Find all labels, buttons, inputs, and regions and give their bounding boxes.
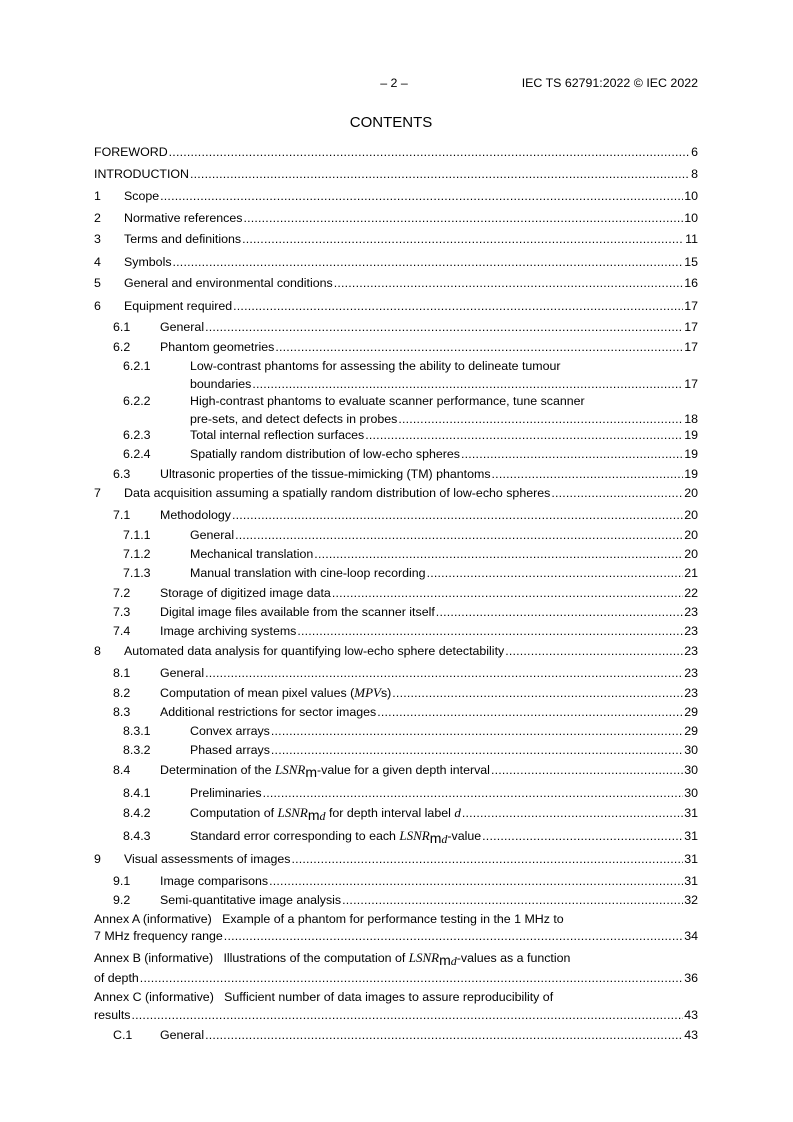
entry-title-text: Storage of digitized image data xyxy=(160,586,331,600)
entry-page-number[interactable]: 15 xyxy=(684,255,698,269)
entry-title-text: -value xyxy=(447,829,482,843)
dot-leader xyxy=(482,829,683,844)
entry-title-text: General and environmental conditions xyxy=(124,276,333,290)
dot-leader xyxy=(233,299,683,314)
entry-page-number[interactable]: 21 xyxy=(684,566,698,580)
toc-entry[interactable] xyxy=(94,852,698,867)
entry-page-number[interactable]: 17 xyxy=(684,377,698,391)
entry-page-number[interactable]: 19 xyxy=(684,467,698,481)
entry-page-number[interactable]: 23 xyxy=(684,666,698,680)
entry-title-text: LSNR xyxy=(275,762,306,777)
entry-title-text: results xyxy=(94,1008,131,1022)
dot-leader xyxy=(205,320,683,335)
entry-title-text: Digital image files available from the scanner itself xyxy=(160,605,435,619)
dot-leader xyxy=(275,340,683,355)
dot-leader xyxy=(269,874,683,889)
entry-page-number[interactable]: 17 xyxy=(684,320,698,334)
entry-number: 8.4.2 xyxy=(123,806,151,820)
entry-page-number[interactable]: 6 xyxy=(691,145,698,159)
dot-leader xyxy=(205,1028,683,1043)
entry-number: 7.3 xyxy=(113,605,131,619)
toc-entry[interactable] xyxy=(94,547,698,562)
toc-entry[interactable] xyxy=(94,189,698,204)
toc-entry[interactable] xyxy=(94,211,698,226)
entry-title-text: boundaries xyxy=(190,377,252,391)
entry-title-text: m xyxy=(307,807,320,823)
dot-leader xyxy=(462,806,683,821)
toc-entry[interactable] xyxy=(94,394,698,427)
dot-leader xyxy=(342,893,683,908)
entry-title-text: Standard error corresponding to each xyxy=(190,829,400,843)
dot-leader xyxy=(205,666,683,681)
entry-page-number[interactable]: 10 xyxy=(684,211,698,225)
dot-leader xyxy=(132,1008,684,1023)
entry-title-text: MPV xyxy=(354,685,381,700)
entry-title-text: Symbols xyxy=(124,255,172,269)
entry-page-number[interactable]: 31 xyxy=(684,829,698,843)
entry-title-text: Scope xyxy=(124,189,160,203)
entry-page-number[interactable]: 11 xyxy=(685,232,698,246)
entry-page-number[interactable]: 23 xyxy=(684,644,698,658)
entry-page-number[interactable]: 43 xyxy=(684,1028,698,1042)
entry-number: 2 xyxy=(94,211,101,225)
dot-leader xyxy=(252,377,683,392)
entry-number: 8.3.1 xyxy=(123,724,151,738)
entry-number: 1 xyxy=(94,189,101,203)
toc-entry[interactable] xyxy=(94,340,698,355)
entry-title-text: Annex C (informative) Sufficient number of data images to assure reproducibility of xyxy=(94,990,554,1004)
entry-title-text: -value for a given depth interval xyxy=(317,763,490,777)
entry-title-text: Preliminaries xyxy=(190,786,262,800)
entry-title-text: d xyxy=(319,809,326,823)
entry-page-number[interactable]: 23 xyxy=(684,624,698,638)
toc-entry[interactable] xyxy=(94,990,698,1023)
entry-number: 8.4.3 xyxy=(123,829,151,843)
dot-leader xyxy=(160,189,683,204)
entry-page-number[interactable]: 20 xyxy=(684,528,698,542)
entry-title-text: m xyxy=(305,764,318,780)
entry-number: 7.2 xyxy=(113,586,131,600)
toc-entry[interactable] xyxy=(94,705,698,720)
entry-title-text: Terms and definitions xyxy=(124,232,242,246)
entry-title-text: High-contrast phantoms to evaluate scanner performance, tune scanner xyxy=(190,394,585,408)
toc-entry[interactable] xyxy=(94,874,698,889)
dot-leader xyxy=(492,467,684,482)
entry-title-text: INTRODUCTION xyxy=(94,167,189,181)
entry-title-text: General xyxy=(160,1028,205,1042)
entry-number: 5 xyxy=(94,276,101,290)
toc-entry[interactable] xyxy=(94,467,698,482)
entry-page-number[interactable]: 29 xyxy=(684,705,698,719)
entry-page-number[interactable]: 31 xyxy=(684,874,698,888)
toc-entry[interactable] xyxy=(94,724,698,739)
dot-leader xyxy=(365,428,683,443)
entry-title-text: m xyxy=(429,830,442,846)
toc-entry[interactable] xyxy=(94,486,698,501)
entry-title-text: Automated data analysis for quantifying low-echo sphere detectability xyxy=(124,644,505,658)
entry-number: 6.3 xyxy=(113,467,131,481)
page-number: – 2 – xyxy=(380,76,408,90)
entry-title-text: Phased arrays xyxy=(190,743,270,757)
entry-number: 8.2 xyxy=(113,686,131,700)
entry-page-number[interactable]: 8 xyxy=(691,167,698,181)
entry-number: 7.1.2 xyxy=(123,547,151,561)
toc-entry[interactable] xyxy=(94,762,698,778)
entry-title-text: Ultrasonic properties of the tissue-mimicking (TM) phantoms xyxy=(160,467,491,481)
entry-number: 7.1 xyxy=(113,508,131,522)
dot-leader xyxy=(551,486,683,501)
entry-title-text: s) xyxy=(380,686,392,700)
entry-page-number[interactable]: 34 xyxy=(684,929,698,943)
entry-page-number[interactable]: 36 xyxy=(684,971,698,985)
entry-title-text: General xyxy=(160,666,205,680)
entry-title-text: Low-contrast phantoms for assessing the ability to delineate tumour xyxy=(190,359,561,373)
dot-leader xyxy=(332,586,683,601)
dot-leader xyxy=(242,232,684,247)
entry-title-text: -values as a function xyxy=(456,951,571,965)
toc-entry[interactable] xyxy=(94,508,698,523)
entry-title-text: of depth xyxy=(94,971,139,985)
entry-title-text: Visual assessments of images xyxy=(124,852,291,866)
toc-entry[interactable] xyxy=(94,566,698,581)
entry-number: 7.1.3 xyxy=(123,566,151,580)
entry-page-number[interactable]: 23 xyxy=(684,686,698,700)
dot-leader xyxy=(461,447,683,462)
entry-number: 9.1 xyxy=(113,874,131,888)
entry-title-text: m xyxy=(439,952,451,968)
toc-entry[interactable] xyxy=(94,586,698,601)
entry-title-text: Computation of xyxy=(190,806,278,820)
entry-title-text: Spatially random distribution of low-echo spheres xyxy=(190,447,460,461)
toc-entry[interactable] xyxy=(94,447,698,462)
entry-title-text: Data acquisition assuming a spatially random distribution of low-echo spheres xyxy=(124,486,551,500)
entry-page-number[interactable]: 16 xyxy=(684,276,698,290)
entry-page-number[interactable]: 43 xyxy=(684,1008,698,1022)
entry-title-text: Manual translation with cine-loop recording xyxy=(190,566,426,580)
entry-page-number[interactable]: 31 xyxy=(684,852,698,866)
dot-leader xyxy=(314,547,683,562)
entry-title-text: d xyxy=(441,832,448,846)
entry-page-number[interactable]: 19 xyxy=(684,428,698,442)
entry-page-number[interactable]: 32 xyxy=(684,893,698,907)
toc-entry[interactable] xyxy=(94,528,698,543)
dot-leader xyxy=(243,211,683,226)
entry-title-text: Computation of mean pixel values ( xyxy=(160,686,355,700)
toc-entry[interactable] xyxy=(94,786,698,801)
entry-title-text: Image comparisons xyxy=(160,874,269,888)
entry-number: 8.3.2 xyxy=(123,743,151,757)
entry-title-text: Annex B (informative) Illustrations of the computation of xyxy=(94,951,409,965)
entry-title-text: Normative references xyxy=(124,211,243,225)
toc-entry[interactable] xyxy=(94,644,698,659)
toc-entry[interactable] xyxy=(94,145,698,160)
entry-number: 9.2 xyxy=(113,893,131,907)
dot-leader xyxy=(169,145,690,160)
toc-entry[interactable] xyxy=(94,828,698,844)
dot-leader xyxy=(491,763,683,778)
entry-number: 6 xyxy=(94,299,101,313)
dot-leader xyxy=(436,605,683,620)
toc-entry[interactable] xyxy=(94,428,698,443)
entry-title-text: General xyxy=(160,320,205,334)
toc-entry[interactable] xyxy=(94,359,698,392)
entry-number: 4 xyxy=(94,255,101,269)
entry-page-number[interactable]: 18 xyxy=(684,412,698,426)
entry-number: 7.4 xyxy=(113,624,131,638)
entry-number: 8.1 xyxy=(113,666,131,680)
dot-leader xyxy=(271,724,683,739)
toc-entry[interactable] xyxy=(94,276,698,291)
entry-title-text: Determination of the xyxy=(160,763,276,777)
dot-leader xyxy=(224,929,683,944)
dot-leader xyxy=(392,686,683,701)
entry-page-number[interactable]: 10 xyxy=(684,189,698,203)
entry-title-text: Image archiving systems xyxy=(160,624,297,638)
dot-leader xyxy=(140,971,683,986)
entry-number: 8.4 xyxy=(113,763,131,777)
entry-title-text: for depth interval label xyxy=(325,806,455,820)
entry-title-text: Semi-quantitative image analysis xyxy=(160,893,342,907)
entry-page-number[interactable]: 23 xyxy=(684,605,698,619)
entry-number: 7 xyxy=(94,486,101,500)
entry-title-text: Additional restrictions for sector images xyxy=(160,705,377,719)
entry-number: 6.1 xyxy=(113,320,131,334)
dot-leader xyxy=(263,786,684,801)
entry-page-number[interactable]: 30 xyxy=(684,743,698,757)
toc-entry[interactable] xyxy=(94,912,698,944)
dot-leader xyxy=(291,852,683,867)
entry-title-text: pre-sets, and detect defects in probes xyxy=(190,412,398,426)
entry-number: 8.4.1 xyxy=(123,786,151,800)
toc-entry[interactable] xyxy=(94,950,698,986)
toc-entry[interactable] xyxy=(94,805,698,821)
dot-leader xyxy=(505,644,683,659)
toc-entry[interactable] xyxy=(94,232,698,247)
entry-page-number[interactable]: 20 xyxy=(684,547,698,561)
toc-entry[interactable] xyxy=(94,320,698,335)
entry-title-text: Convex arrays xyxy=(190,724,270,738)
entry-title-text: Methodology xyxy=(160,508,231,522)
dot-leader xyxy=(334,276,683,291)
entry-title-text: LSNR xyxy=(399,828,430,843)
entry-number: 6.2.2 xyxy=(123,394,151,408)
entry-title-text: LSNR xyxy=(277,805,308,820)
entry-number: 3 xyxy=(94,232,101,246)
entry-page-number[interactable]: 17 xyxy=(684,340,698,354)
entry-title-text: Phantom geometries xyxy=(160,340,275,354)
entry-number: 8.3 xyxy=(113,705,131,719)
entry-page-number[interactable]: 22 xyxy=(684,586,698,600)
dot-leader xyxy=(235,528,683,543)
entry-title-text: Equipment required xyxy=(124,299,233,313)
dot-leader xyxy=(173,255,684,270)
entry-number: 6.2.4 xyxy=(123,447,151,461)
entry-number: 7.1.1 xyxy=(123,528,151,542)
dot-leader xyxy=(427,566,684,581)
entry-number: 9 xyxy=(94,852,101,866)
document-id: IEC TS 62791:2022 © IEC 2022 xyxy=(521,76,698,90)
entry-title-text: Annex A (informative) Example of a phantom for performance testing in the 1 MHz to xyxy=(94,912,564,926)
dot-leader xyxy=(377,705,683,720)
entry-page-number[interactable]: 20 xyxy=(684,508,698,522)
toc-entry[interactable] xyxy=(94,299,698,314)
entry-title-text: 7 MHz frequency range xyxy=(94,929,223,943)
entry-page-number[interactable]: 20 xyxy=(684,486,698,500)
toc-entry[interactable] xyxy=(94,255,698,270)
toc-entry[interactable] xyxy=(94,666,698,681)
entry-number: 6.2.3 xyxy=(123,428,151,442)
toc-entry[interactable] xyxy=(94,685,698,701)
entry-title-text: LSNR xyxy=(408,950,440,965)
toc-entry[interactable] xyxy=(94,893,698,908)
entry-title-text: d xyxy=(450,954,457,968)
entry-number: 6.2.1 xyxy=(123,359,151,373)
entry-title-text: FOREWORD xyxy=(94,145,168,159)
entry-number: 6.2 xyxy=(113,340,131,354)
entry-number: C.1 xyxy=(113,1028,133,1042)
toc-entry[interactable] xyxy=(94,167,698,182)
dot-leader xyxy=(190,167,690,182)
dot-leader xyxy=(398,412,683,427)
toc-entry[interactable] xyxy=(94,605,698,620)
toc-entry[interactable] xyxy=(94,624,698,639)
entry-title-text: Mechanical translation xyxy=(190,547,314,561)
entry-page-number[interactable]: 30 xyxy=(684,786,698,800)
entry-page-number[interactable]: 30 xyxy=(684,763,698,777)
toc-entry[interactable] xyxy=(94,1028,698,1043)
entry-page-number[interactable]: 31 xyxy=(684,806,698,820)
dot-leader xyxy=(232,508,683,523)
entry-page-number[interactable]: 29 xyxy=(684,724,698,738)
entry-number: 8 xyxy=(94,644,101,658)
entry-page-number[interactable]: 19 xyxy=(684,447,698,461)
dot-leader xyxy=(297,624,683,639)
contents-title: CONTENTS xyxy=(349,114,433,131)
entry-title-text: d xyxy=(454,805,461,820)
entry-page-number[interactable]: 17 xyxy=(684,299,698,313)
toc-entry[interactable] xyxy=(94,743,698,758)
entry-title-text: Total internal reflection surfaces xyxy=(190,428,365,442)
entry-title-text: General xyxy=(190,528,235,542)
dot-leader xyxy=(271,743,683,758)
